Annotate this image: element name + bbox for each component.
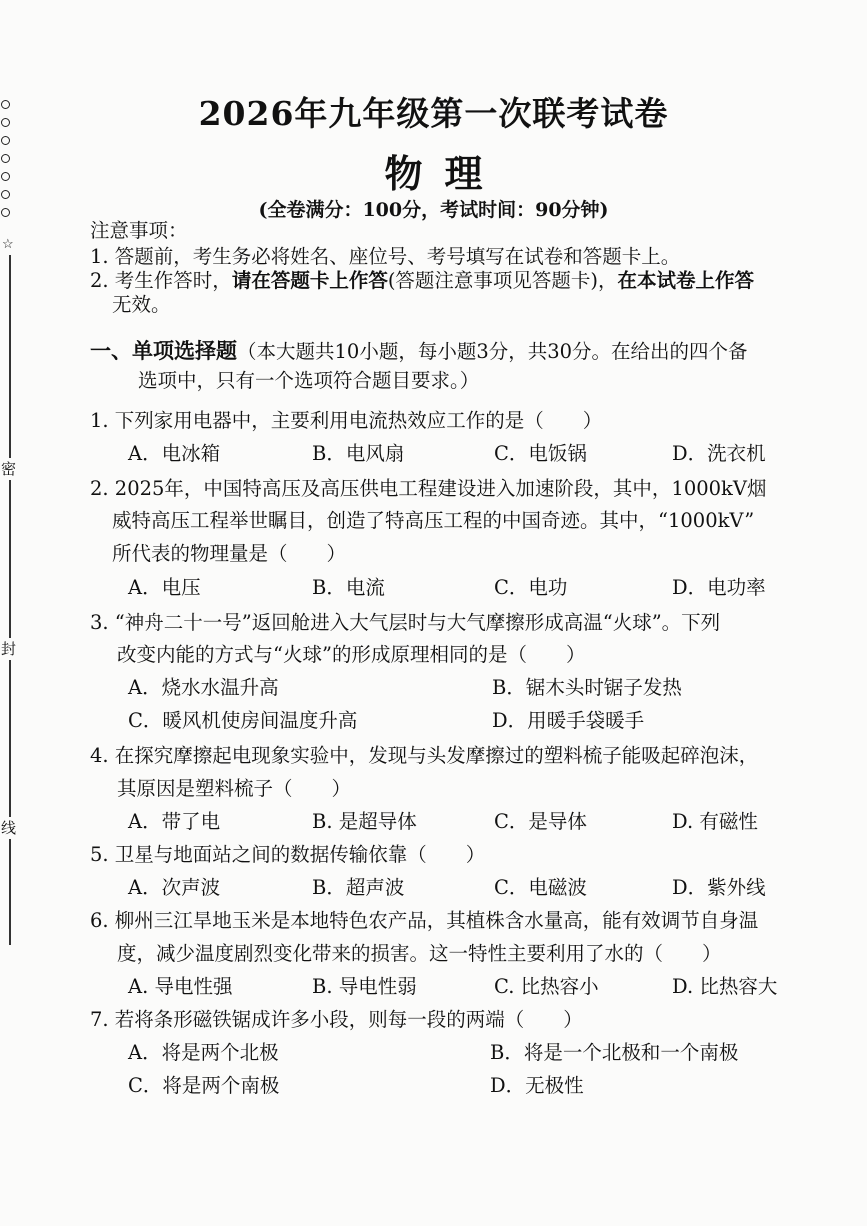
question-3-stem-2: 改变内能的方式与“火球”的形成原理相同的是（ ） [117, 643, 586, 666]
notes-item-2-d: 在本试卷上作答 [617, 269, 755, 292]
question-7-option-c: C．将是两个南极 [128, 1074, 280, 1097]
question-5-option-a: A．次声波 [128, 876, 221, 899]
question-3-option-a: A．烧水水温升高 [128, 676, 279, 699]
question-4-option-d: D. 有磁性 [672, 810, 758, 833]
question-1-option-c: C．电饭锅 [494, 442, 587, 465]
question-4-option-a: A．带了电 [128, 810, 221, 833]
question-7-option-b: B．将是一个北极和一个南极 [490, 1041, 739, 1064]
question-3-option-b: B．锯木头时锯子发热 [492, 676, 682, 699]
question-3-option-d: D．用暖手袋暖手 [492, 709, 645, 732]
exam-subject: 物理 [384, 151, 505, 196]
section1-desc-1: （本大题共10小题，每小题3分，共30分。在给出的四个备 [237, 340, 748, 363]
question-6-option-c: C. 比热容小 [494, 975, 599, 998]
question-2-stem-1: 2. 2025年，中国特高压及高压供电工程建设进入加速阶段，其中，1000kV烟 [90, 477, 767, 500]
question-4-stem-1: 4. 在探究摩擦起电现象实验中，发现与头发摩擦过的塑料梳子能吸起碎泡沫， [90, 744, 759, 767]
question-1-option-d: D．洗衣机 [672, 442, 766, 465]
notes-item-2 [90, 268, 754, 294]
notes-item-2-b: 请在答题卡上作答 [231, 269, 388, 292]
section1-desc-2: 选项中，只有一个选项符合题目要求。） [138, 369, 480, 392]
question-5-option-b: B．超声波 [312, 876, 405, 899]
score-line: (全卷满分：100分，考试时间：90分钟) [258, 199, 609, 221]
question-1-option-a: A．电冰箱 [128, 442, 221, 465]
seal-line [9, 255, 11, 945]
question-2-stem-3: 所代表的物理量是（ ） [112, 542, 347, 565]
question-4-option-b: B. 是超导体 [312, 810, 417, 833]
binding-margin [0, 95, 22, 945]
question-5-stem: 5. 卫星与地面站之间的数据传输依靠（ ） [90, 843, 486, 866]
seal-char-xian: 线 [1, 819, 17, 837]
question-1-stem: 1. 下列家用电器中，主要利用电流热效应工作的是（ ） [90, 409, 603, 432]
question-2-option-a: A．电压 [128, 576, 201, 599]
question-5-option-d: D．紫外线 [672, 876, 766, 899]
question-6-option-d: D. 比热容大 [672, 975, 778, 998]
seal-char-mi: 密 [1, 460, 17, 478]
question-4-stem-2: 其原因是塑料梳子（ ） [117, 777, 352, 800]
notes-heading: 注意事项： [90, 219, 188, 242]
question-6-stem-2: 度，减少温度剧烈变化带来的损害。这一特性主要利用了水的（ ） [117, 942, 722, 965]
question-3-stem-1: 3. “神舟二十一号”返回舱进入大气层时与大气摩擦形成高温“火球”。下列 [90, 611, 721, 634]
question-3-option-c: C．暖风机使房间温度升高 [128, 709, 358, 732]
question-1-option-b: B．电风扇 [312, 442, 405, 465]
notes-item-2-c: (答题注意事项见答题卡)， [387, 269, 618, 292]
question-6-option-b: B. 导电性弱 [312, 975, 417, 998]
notes-item-2-end: 无效。 [112, 293, 171, 316]
star-icon: ☆ [2, 237, 14, 252]
notes-item-2-a: 2. 考生作答时， [90, 269, 232, 292]
question-5-option-c: C．电磁波 [494, 876, 587, 899]
exam-title: 2026年九年级第一次联考试卷 [198, 94, 669, 133]
question-7-option-d: D．无极性 [490, 1074, 584, 1097]
question-6-option-a: A. 导电性强 [128, 975, 233, 998]
notes-item-1: 1. 答题前，考生务必将姓名、座位号、考号填写在试卷和答题卡上。 [90, 245, 681, 268]
question-2-option-c: C．电功 [494, 576, 568, 599]
question-2-option-d: D．电功率 [672, 576, 766, 599]
question-4-option-c: C．是导体 [494, 810, 587, 833]
question-6-stem-1: 6. 柳州三江旱地玉米是本地特色农产品，其植株含水量高，能有效调节自身温 [90, 909, 759, 932]
question-2-stem-2: 威特高压工程举世瞩目，创造了特高压工程的中国奇迹。其中，“1000kV” [112, 509, 755, 532]
question-2-option-b: B．电流 [312, 576, 385, 599]
section1-heading: 一、单项选择题 [90, 338, 237, 363]
question-7-stem: 7. 若将条形磁铁锯成许多小段，则每一段的两端（ ） [90, 1008, 583, 1031]
question-7-option-a: A．将是两个北极 [128, 1041, 279, 1064]
section1-header [90, 338, 748, 365]
seal-char-feng: 封 [1, 640, 17, 658]
